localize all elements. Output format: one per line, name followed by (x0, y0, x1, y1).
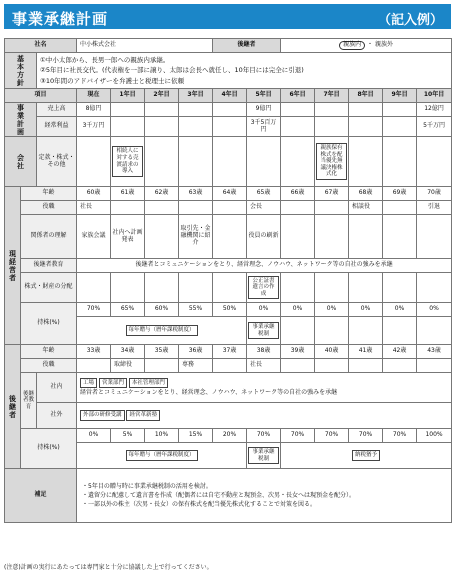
current-gift-label: 毎年贈与（暦年課税制度） (126, 325, 198, 336)
successor-age-2: 35歳 (145, 345, 179, 359)
year-7: 7年目 (315, 89, 349, 103)
successor-type-options (281, 39, 452, 53)
articles-label: 定款・株式・その他 (37, 137, 77, 187)
successor-age-3: 36歳 (179, 345, 213, 359)
year-5: 5年目 (247, 89, 281, 103)
current-role-retire: 引退 (417, 201, 452, 215)
innovation-school-box: 経営革新塾 (126, 410, 160, 421)
stakeholder-label: 関係者の理解 (21, 215, 77, 259)
sales-row (5, 103, 452, 117)
year-9: 9年目 (383, 89, 417, 103)
year-8: 8年目 (349, 89, 383, 103)
year-current: 現在 (77, 89, 111, 103)
year-3: 3年目 (179, 89, 213, 103)
outside-cell (77, 403, 452, 429)
year-4: 4年目 (213, 89, 247, 103)
company-label: 社名 (5, 39, 77, 53)
current-pct-6: 0% (281, 303, 315, 317)
profit-year-5: 3千5百万円 (247, 117, 281, 137)
current-age-5: 65歳 (247, 187, 281, 201)
inhouse-cell (77, 373, 452, 403)
family-meeting: 家族会議 (77, 215, 111, 259)
company-row (5, 39, 452, 53)
profit-label: 経常利益 (37, 117, 77, 137)
measure-line-3: ・一部以外の株主（次男・長女）の保有株式を配当優先株式化することで対策を図る。 (82, 501, 317, 508)
current-tax-label: 事業承継税制 (248, 322, 279, 339)
separator-dot: ・ (367, 41, 374, 49)
factory-box: 工場 (80, 378, 97, 389)
current-age-label: 年齢 (21, 187, 77, 201)
company-section-label: 会社 (5, 137, 37, 187)
successor-outside-row (5, 403, 452, 429)
successor-tax-cell (247, 443, 281, 469)
year-header-row (5, 89, 452, 103)
policy-line-3: ③10年間のアドバイザーを弁護士と税理士に依頼 (40, 76, 184, 85)
current-pct-1: 65% (111, 303, 145, 317)
year-10: 10年目 (417, 89, 452, 103)
current-age-6: 66歳 (281, 187, 315, 201)
current-role-president: 社長 (77, 201, 111, 215)
successor-type-label: 後継者 (213, 39, 281, 53)
current-edu-label: 後継者教育 (21, 259, 77, 273)
successor-pct-label: 持株(%) (21, 429, 77, 469)
successor-age-0: 33歳 (77, 345, 111, 359)
current-age-0: 60歳 (77, 187, 111, 201)
year-header-item: 項目 (5, 89, 77, 103)
current-pct-7: 0% (315, 303, 349, 317)
current-pct-8: 0% (349, 303, 383, 317)
footnote: (注意)計画の実行にあたっては専門家と十分に協議した上で行ってください。 (4, 564, 213, 571)
successor-pct-1: 5% (111, 429, 145, 443)
example-tag: （記入例） (377, 13, 443, 28)
current-edu-text: 後継者とコミュニケーションをとり、経営理念、ノウハウ、ネットワーク等の自社の強みを承継 (77, 259, 452, 273)
current-role-row (5, 201, 452, 215)
company-section-row (5, 137, 452, 187)
policy-line-1: ①中小太郎から、長男一郎への親族内承継。 (40, 55, 170, 64)
outside-label: 社外 (37, 403, 77, 429)
partner-introduction: 取引先・金融機関に紹介 (179, 215, 213, 259)
successor-pct-9: 70% (383, 429, 417, 443)
current-pct-9: 0% (383, 303, 417, 317)
sales-current: 8億円 (77, 103, 111, 117)
current-pct-0: 70% (77, 303, 111, 317)
successor-age-6: 39歳 (281, 345, 315, 359)
current-edu-row (5, 259, 452, 273)
policy-label: 基本方針 (5, 53, 37, 89)
successor-age-row (5, 345, 452, 359)
current-role-advisor: 相談役 (349, 201, 383, 215)
successor-pct-7: 70% (315, 429, 349, 443)
deferral-cell (281, 443, 452, 469)
external-training-box: 外部の研修受講 (80, 410, 125, 421)
successor-pct-row (5, 429, 452, 443)
successor-pct-2: 10% (145, 429, 179, 443)
current-age-8: 68歳 (349, 187, 383, 201)
current-age-3: 63歳 (179, 187, 213, 201)
successor-inhouse-row (5, 373, 452, 403)
sales-year-5: 9億円 (247, 103, 281, 117)
hq-admin-box: 本社管理部門 (129, 378, 168, 389)
successor-gift-label: 毎年贈与（暦年課税制度） (126, 450, 198, 461)
measures-row (5, 469, 452, 523)
company-name: 中小株式会社 (77, 39, 213, 53)
sales-label: 売上高 (37, 103, 77, 117)
successor-edu-label: 後継者教育 (21, 373, 37, 429)
measures-label: 補足 (5, 469, 77, 523)
profit-row (5, 117, 452, 137)
profit-current: 3千万円 (77, 117, 111, 137)
policy-line-2: ②5年目に社長交代。(代表権を一部に譲り、太郎は会長へ就任し、10年目には完全に引退) (40, 66, 304, 75)
successor-pct-0: 0% (77, 429, 111, 443)
asset-label: 株式・財産の分配 (21, 273, 77, 303)
inhouse-label: 社内 (37, 373, 77, 403)
successor-role-president: 社長 (247, 359, 281, 373)
measure-line-2: ・遺留分に配慮して遺言書を作成（配偶者には自宅不動産と現預金、次男・長女へは現預金を配分）。 (82, 492, 356, 499)
successor-age-4: 37歳 (213, 345, 247, 359)
succession-plan-table (4, 38, 452, 523)
current-pct-2: 60% (145, 303, 179, 317)
deferral-label: 納税猶予 (352, 450, 380, 461)
sales-year-10: 12億円 (417, 103, 452, 117)
title-bar (4, 4, 451, 29)
successor-pct-8: 70% (349, 429, 383, 443)
current-pct-3: 55% (179, 303, 213, 317)
current-pct-10: 0% (417, 303, 452, 317)
current-pct-row (5, 303, 452, 317)
current-pct-5: 0% (247, 303, 281, 317)
current-tax-cell (247, 317, 281, 345)
current-role-label: 役職 (21, 201, 77, 215)
successor-pct-5: 70% (247, 429, 281, 443)
business-plan-label: 事業計画 (5, 103, 37, 137)
measures-text (77, 469, 452, 523)
successor-role-director: 取締役 (111, 359, 145, 373)
stakeholder-row (5, 215, 452, 259)
current-manager-label: 現経営者 (5, 187, 21, 345)
successor-role-label: 役職 (21, 359, 77, 373)
measure-line-1: ・5年目の贈与時に事業承継税制の活用を検討。 (82, 483, 212, 490)
successor-in-option: 親族内 (339, 41, 365, 50)
internal-announcement: 社内へ計画発表 (111, 215, 145, 259)
profit-year-10: 5千万円 (417, 117, 452, 137)
sale-request-box: 相続人に対する売渡請求の導入 (112, 146, 143, 176)
year-2: 2年目 (145, 89, 179, 103)
current-pct-4: 50% (213, 303, 247, 317)
current-age-1: 61歳 (111, 187, 145, 201)
current-pct-label: 持株(%) (21, 303, 77, 345)
successor-age-label: 年齢 (21, 345, 77, 359)
current-age-row (5, 187, 452, 201)
board-renewal: 役員の刷新 (247, 215, 281, 259)
successor-label: 後継者 (5, 345, 21, 469)
policy-text (37, 53, 452, 89)
page-title: 事業承継計画 (12, 10, 109, 28)
current-age-9: 69歳 (383, 187, 417, 201)
year-6: 6年目 (281, 89, 315, 103)
successor-age-10: 43歳 (417, 345, 452, 359)
current-age-7: 67歳 (315, 187, 349, 201)
policy-row (5, 53, 452, 89)
successor-age-8: 41歳 (349, 345, 383, 359)
successor-out-option: 親族外 (374, 41, 393, 49)
successor-tax-label: 事業承継税制 (248, 447, 279, 464)
current-age-10: 70歳 (417, 187, 452, 201)
inhouse-line: 経営者とコミュニケーションをとり、経営理念、ノウハウ、ネットワーク等の自社の強みを承継 (80, 389, 338, 397)
successor-pct-4: 20% (213, 429, 247, 443)
successor-role-senior: 専務 (179, 359, 213, 373)
successor-role-row (5, 359, 452, 373)
current-role-chairman: 会長 (247, 201, 281, 215)
current-age-4: 64歳 (213, 187, 247, 201)
current-age-2: 62歳 (145, 187, 179, 201)
successor-pct-6: 70% (281, 429, 315, 443)
preferred-share-box: 親族保有株式を配当優先無議決権株式化 (316, 143, 347, 180)
year-1: 1年目 (111, 89, 145, 103)
successor-age-9: 42歳 (383, 345, 417, 359)
successor-age-1: 34歳 (111, 345, 145, 359)
asset-row (5, 273, 452, 303)
successor-pct-3: 15% (179, 429, 213, 443)
successor-gift-cell (77, 443, 247, 469)
will-box: 公正証書遺言の作成 (248, 276, 279, 300)
successor-age-5: 38歳 (247, 345, 281, 359)
current-gift-cell (77, 317, 247, 345)
successor-age-7: 40歳 (315, 345, 349, 359)
sales-dept-box: 営業部門 (99, 378, 127, 389)
successor-pct-10: 100% (417, 429, 452, 443)
